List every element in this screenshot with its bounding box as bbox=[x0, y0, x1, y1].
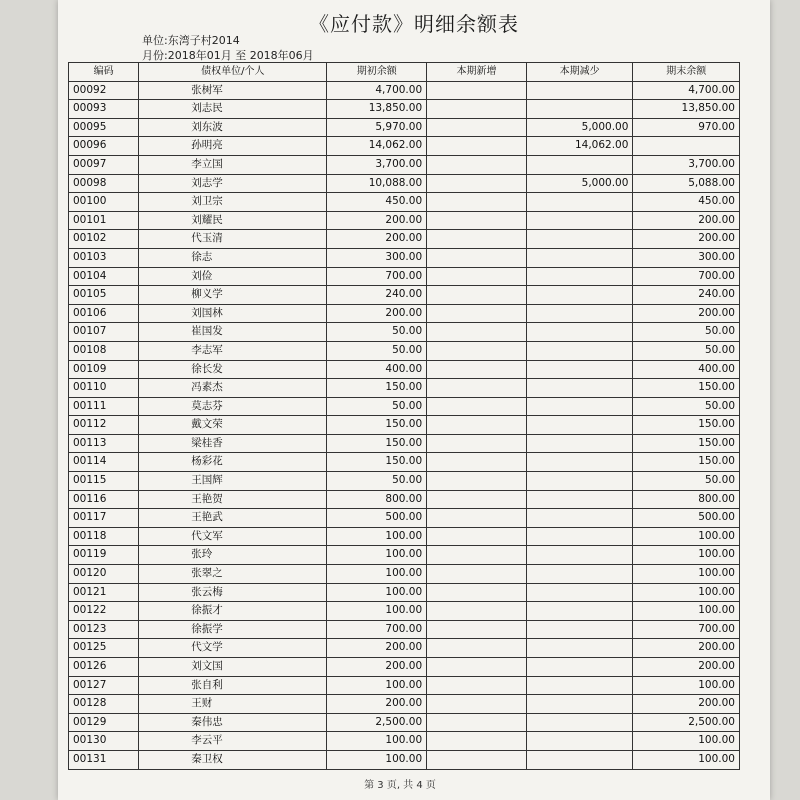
table-row bbox=[69, 453, 740, 472]
table-row bbox=[69, 397, 740, 416]
unit-label: 单位:东湾子村2014 bbox=[142, 34, 240, 47]
increase-cell bbox=[427, 267, 527, 286]
code-cell: 00111 bbox=[69, 397, 139, 416]
opening-balance-cell: 50.00 bbox=[327, 323, 427, 342]
creditor-cell: 梁桂香 bbox=[139, 434, 327, 453]
code-cell: 00119 bbox=[69, 546, 139, 565]
increase-cell bbox=[427, 174, 527, 193]
creditor-cell: 李立国 bbox=[139, 155, 327, 174]
creditor-cell: 刘东波 bbox=[139, 118, 327, 137]
opening-balance-cell: 3,700.00 bbox=[327, 155, 427, 174]
table-row bbox=[69, 118, 740, 137]
table-row bbox=[69, 639, 740, 658]
header-code: 编码 bbox=[69, 63, 139, 82]
creditor-cell: 徐志 bbox=[139, 248, 327, 267]
table-row bbox=[69, 379, 740, 398]
table-row bbox=[69, 565, 740, 584]
table-row bbox=[69, 713, 740, 732]
creditor-cell: 孙明亮 bbox=[139, 137, 327, 156]
code-cell: 00096 bbox=[69, 137, 139, 156]
closing-balance-cell: 200.00 bbox=[633, 304, 740, 323]
code-cell: 00129 bbox=[69, 713, 139, 732]
creditor-cell: 王财 bbox=[139, 695, 327, 714]
increase-cell bbox=[427, 286, 527, 305]
closing-balance-cell: 100.00 bbox=[633, 565, 740, 584]
decrease-cell bbox=[526, 379, 633, 398]
closing-balance-cell: 50.00 bbox=[633, 472, 740, 491]
table-row bbox=[69, 602, 740, 621]
creditor-cell: 刘卫宗 bbox=[139, 193, 327, 212]
closing-balance-cell: 970.00 bbox=[633, 118, 740, 137]
table-row bbox=[69, 304, 740, 323]
decrease-cell bbox=[526, 360, 633, 379]
closing-balance-cell: 200.00 bbox=[633, 658, 740, 677]
decrease-cell bbox=[526, 472, 633, 491]
increase-cell bbox=[427, 211, 527, 230]
increase-cell bbox=[427, 100, 527, 119]
decrease-cell bbox=[526, 658, 633, 677]
opening-balance-cell: 14,062.00 bbox=[327, 137, 427, 156]
creditor-cell: 徐振才 bbox=[139, 602, 327, 621]
increase-cell bbox=[427, 155, 527, 174]
creditor-cell: 秦伟忠 bbox=[139, 713, 327, 732]
table-row bbox=[69, 620, 740, 639]
increase-cell bbox=[427, 416, 527, 435]
code-cell: 00112 bbox=[69, 416, 139, 435]
closing-balance-cell: 700.00 bbox=[633, 267, 740, 286]
closing-balance-cell: 240.00 bbox=[633, 286, 740, 305]
creditor-cell: 刘国林 bbox=[139, 304, 327, 323]
closing-balance-cell: 3,700.00 bbox=[633, 155, 740, 174]
page-footer: 第 3 页, 共 4 页 bbox=[364, 780, 436, 791]
opening-balance-cell: 150.00 bbox=[327, 434, 427, 453]
page-title: 《应付款》明细余额表 bbox=[309, 12, 519, 36]
header-period-increase: 本期新增 bbox=[427, 63, 527, 82]
opening-balance-cell: 400.00 bbox=[327, 360, 427, 379]
opening-balance-cell: 150.00 bbox=[327, 416, 427, 435]
creditor-cell: 刘俭 bbox=[139, 267, 327, 286]
increase-cell bbox=[427, 509, 527, 528]
opening-balance-cell: 4,700.00 bbox=[327, 81, 427, 100]
creditor-cell: 代玉清 bbox=[139, 230, 327, 249]
closing-balance-cell: 5,088.00 bbox=[633, 174, 740, 193]
opening-balance-cell: 5,970.00 bbox=[327, 118, 427, 137]
increase-cell bbox=[427, 546, 527, 565]
code-cell: 00104 bbox=[69, 267, 139, 286]
closing-balance-cell: 50.00 bbox=[633, 323, 740, 342]
table-row bbox=[69, 137, 740, 156]
creditor-cell: 王艳武 bbox=[139, 509, 327, 528]
creditor-cell: 刘耀民 bbox=[139, 211, 327, 230]
table-row bbox=[69, 695, 740, 714]
code-cell: 00110 bbox=[69, 379, 139, 398]
code-cell: 00107 bbox=[69, 323, 139, 342]
code-cell: 00097 bbox=[69, 155, 139, 174]
table-row bbox=[69, 267, 740, 286]
increase-cell bbox=[427, 676, 527, 695]
decrease-cell bbox=[526, 546, 633, 565]
increase-cell bbox=[427, 490, 527, 509]
increase-cell bbox=[427, 81, 527, 100]
opening-balance-cell: 100.00 bbox=[327, 732, 427, 751]
decrease-cell bbox=[526, 248, 633, 267]
code-cell: 00123 bbox=[69, 620, 139, 639]
closing-balance-cell: 100.00 bbox=[633, 546, 740, 565]
closing-balance-cell: 200.00 bbox=[633, 695, 740, 714]
table-row bbox=[69, 155, 740, 174]
creditor-cell: 刘文国 bbox=[139, 658, 327, 677]
decrease-cell bbox=[526, 676, 633, 695]
code-cell: 00098 bbox=[69, 174, 139, 193]
decrease-cell bbox=[526, 713, 633, 732]
creditor-cell: 张树军 bbox=[139, 81, 327, 100]
increase-cell bbox=[427, 732, 527, 751]
table-row bbox=[69, 732, 740, 751]
code-cell: 00113 bbox=[69, 434, 139, 453]
table-row bbox=[69, 509, 740, 528]
table-row bbox=[69, 174, 740, 193]
closing-balance-cell: 150.00 bbox=[633, 379, 740, 398]
table-row bbox=[69, 583, 740, 602]
table-row bbox=[69, 676, 740, 695]
header-creditor: 债权单位/个人 bbox=[139, 63, 327, 82]
opening-balance-cell: 50.00 bbox=[327, 397, 427, 416]
decrease-cell bbox=[526, 211, 633, 230]
closing-balance-cell: 100.00 bbox=[633, 676, 740, 695]
opening-balance-cell: 240.00 bbox=[327, 286, 427, 305]
code-cell: 00116 bbox=[69, 490, 139, 509]
closing-balance-cell: 150.00 bbox=[633, 453, 740, 472]
code-cell: 00095 bbox=[69, 118, 139, 137]
decrease-cell: 5,000.00 bbox=[526, 174, 633, 193]
table-row bbox=[69, 750, 740, 769]
decrease-cell bbox=[526, 602, 633, 621]
creditor-cell: 王国辉 bbox=[139, 472, 327, 491]
closing-balance-cell: 50.00 bbox=[633, 341, 740, 360]
opening-balance-cell: 200.00 bbox=[327, 211, 427, 230]
decrease-cell: 14,062.00 bbox=[526, 137, 633, 156]
creditor-cell: 代文军 bbox=[139, 527, 327, 546]
decrease-cell bbox=[526, 490, 633, 509]
closing-balance-cell: 700.00 bbox=[633, 620, 740, 639]
decrease-cell: 5,000.00 bbox=[526, 118, 633, 137]
opening-balance-cell: 700.00 bbox=[327, 267, 427, 286]
opening-balance-cell: 2,500.00 bbox=[327, 713, 427, 732]
increase-cell bbox=[427, 639, 527, 658]
opening-balance-cell: 100.00 bbox=[327, 676, 427, 695]
code-cell: 00121 bbox=[69, 583, 139, 602]
table-row bbox=[69, 248, 740, 267]
opening-balance-cell: 200.00 bbox=[327, 304, 427, 323]
table-row bbox=[69, 211, 740, 230]
decrease-cell bbox=[526, 453, 633, 472]
increase-cell bbox=[427, 193, 527, 212]
closing-balance-cell: 100.00 bbox=[633, 583, 740, 602]
code-cell: 00100 bbox=[69, 193, 139, 212]
code-cell: 00126 bbox=[69, 658, 139, 677]
closing-balance-cell: 100.00 bbox=[633, 750, 740, 769]
code-cell: 00125 bbox=[69, 639, 139, 658]
increase-cell bbox=[427, 658, 527, 677]
opening-balance-cell: 450.00 bbox=[327, 193, 427, 212]
increase-cell bbox=[427, 620, 527, 639]
table-row bbox=[69, 527, 740, 546]
table-header-row bbox=[69, 63, 740, 82]
increase-cell bbox=[427, 750, 527, 769]
decrease-cell bbox=[526, 323, 633, 342]
increase-cell bbox=[427, 323, 527, 342]
header-opening-balance: 期初余额 bbox=[327, 63, 427, 82]
table-row bbox=[69, 658, 740, 677]
opening-balance-cell: 200.00 bbox=[327, 639, 427, 658]
decrease-cell bbox=[526, 341, 633, 360]
creditor-cell: 秦卫权 bbox=[139, 750, 327, 769]
balance-table bbox=[68, 62, 740, 770]
opening-balance-cell: 100.00 bbox=[327, 750, 427, 769]
table-row bbox=[69, 100, 740, 119]
header-closing-balance: 期末余额 bbox=[633, 63, 740, 82]
code-cell: 00109 bbox=[69, 360, 139, 379]
decrease-cell bbox=[526, 193, 633, 212]
increase-cell bbox=[427, 248, 527, 267]
creditor-cell: 莫志芬 bbox=[139, 397, 327, 416]
decrease-cell bbox=[526, 416, 633, 435]
creditor-cell: 张自利 bbox=[139, 676, 327, 695]
code-cell: 00106 bbox=[69, 304, 139, 323]
decrease-cell bbox=[526, 620, 633, 639]
opening-balance-cell: 100.00 bbox=[327, 583, 427, 602]
closing-balance-cell: 150.00 bbox=[633, 416, 740, 435]
increase-cell bbox=[427, 434, 527, 453]
creditor-cell: 冯素杰 bbox=[139, 379, 327, 398]
opening-balance-cell: 150.00 bbox=[327, 379, 427, 398]
creditor-cell: 崔国发 bbox=[139, 323, 327, 342]
code-cell: 00115 bbox=[69, 472, 139, 491]
increase-cell bbox=[427, 118, 527, 137]
code-cell: 00108 bbox=[69, 341, 139, 360]
decrease-cell bbox=[526, 639, 633, 658]
closing-balance-cell: 4,700.00 bbox=[633, 81, 740, 100]
code-cell: 00127 bbox=[69, 676, 139, 695]
increase-cell bbox=[427, 472, 527, 491]
decrease-cell bbox=[526, 100, 633, 119]
table-row bbox=[69, 341, 740, 360]
decrease-cell bbox=[526, 565, 633, 584]
table-row bbox=[69, 286, 740, 305]
creditor-cell: 柳义学 bbox=[139, 286, 327, 305]
closing-balance-cell: 100.00 bbox=[633, 602, 740, 621]
decrease-cell bbox=[526, 81, 633, 100]
increase-cell bbox=[427, 565, 527, 584]
creditor-cell: 徐振学 bbox=[139, 620, 327, 639]
creditor-cell: 张翠之 bbox=[139, 565, 327, 584]
closing-balance-cell: 200.00 bbox=[633, 211, 740, 230]
opening-balance-cell: 13,850.00 bbox=[327, 100, 427, 119]
table-row bbox=[69, 434, 740, 453]
decrease-cell bbox=[526, 527, 633, 546]
code-cell: 00102 bbox=[69, 230, 139, 249]
opening-balance-cell: 150.00 bbox=[327, 453, 427, 472]
opening-balance-cell: 10,088.00 bbox=[327, 174, 427, 193]
closing-balance-cell: 100.00 bbox=[633, 527, 740, 546]
decrease-cell bbox=[526, 750, 633, 769]
period-label: 月份:2018年01月 至 2018年06月 bbox=[142, 49, 314, 62]
closing-balance-cell: 2,500.00 bbox=[633, 713, 740, 732]
opening-balance-cell: 100.00 bbox=[327, 546, 427, 565]
table-row bbox=[69, 323, 740, 342]
table-row bbox=[69, 193, 740, 212]
increase-cell bbox=[427, 341, 527, 360]
code-cell: 00118 bbox=[69, 527, 139, 546]
decrease-cell bbox=[526, 434, 633, 453]
creditor-cell: 王艳贺 bbox=[139, 490, 327, 509]
header-period-decrease: 本期减少 bbox=[526, 63, 633, 82]
creditor-cell: 代文学 bbox=[139, 639, 327, 658]
code-cell: 00122 bbox=[69, 602, 139, 621]
table-row bbox=[69, 472, 740, 491]
code-cell: 00117 bbox=[69, 509, 139, 528]
decrease-cell bbox=[526, 286, 633, 305]
opening-balance-cell: 200.00 bbox=[327, 658, 427, 677]
code-cell: 00128 bbox=[69, 695, 139, 714]
opening-balance-cell: 50.00 bbox=[327, 341, 427, 360]
code-cell: 00092 bbox=[69, 81, 139, 100]
creditor-cell: 李志军 bbox=[139, 341, 327, 360]
code-cell: 00101 bbox=[69, 211, 139, 230]
creditor-cell: 戴文荣 bbox=[139, 416, 327, 435]
table-row bbox=[69, 416, 740, 435]
opening-balance-cell: 50.00 bbox=[327, 472, 427, 491]
increase-cell bbox=[427, 695, 527, 714]
closing-balance-cell bbox=[633, 137, 740, 156]
closing-balance-cell: 450.00 bbox=[633, 193, 740, 212]
decrease-cell bbox=[526, 397, 633, 416]
table-row bbox=[69, 81, 740, 100]
code-cell: 00114 bbox=[69, 453, 139, 472]
code-cell: 00105 bbox=[69, 286, 139, 305]
opening-balance-cell: 100.00 bbox=[327, 565, 427, 584]
increase-cell bbox=[427, 304, 527, 323]
increase-cell bbox=[427, 602, 527, 621]
increase-cell bbox=[427, 713, 527, 732]
table-row bbox=[69, 490, 740, 509]
increase-cell bbox=[427, 453, 527, 472]
increase-cell bbox=[427, 137, 527, 156]
closing-balance-cell: 400.00 bbox=[633, 360, 740, 379]
decrease-cell bbox=[526, 304, 633, 323]
decrease-cell bbox=[526, 695, 633, 714]
decrease-cell bbox=[526, 230, 633, 249]
decrease-cell bbox=[526, 267, 633, 286]
closing-balance-cell: 200.00 bbox=[633, 639, 740, 658]
closing-balance-cell: 150.00 bbox=[633, 434, 740, 453]
opening-balance-cell: 700.00 bbox=[327, 620, 427, 639]
code-cell: 00103 bbox=[69, 248, 139, 267]
creditor-cell: 张玲 bbox=[139, 546, 327, 565]
increase-cell bbox=[427, 583, 527, 602]
opening-balance-cell: 200.00 bbox=[327, 695, 427, 714]
creditor-cell: 张云梅 bbox=[139, 583, 327, 602]
opening-balance-cell: 200.00 bbox=[327, 230, 427, 249]
increase-cell bbox=[427, 379, 527, 398]
increase-cell bbox=[427, 360, 527, 379]
creditor-cell: 徐长发 bbox=[139, 360, 327, 379]
opening-balance-cell: 300.00 bbox=[327, 248, 427, 267]
increase-cell bbox=[427, 230, 527, 249]
creditor-cell: 刘志学 bbox=[139, 174, 327, 193]
table-row bbox=[69, 360, 740, 379]
creditor-cell: 杨彩花 bbox=[139, 453, 327, 472]
code-cell: 00130 bbox=[69, 732, 139, 751]
closing-balance-cell: 200.00 bbox=[633, 230, 740, 249]
increase-cell bbox=[427, 527, 527, 546]
code-cell: 00093 bbox=[69, 100, 139, 119]
decrease-cell bbox=[526, 732, 633, 751]
closing-balance-cell: 50.00 bbox=[633, 397, 740, 416]
creditor-cell: 刘志民 bbox=[139, 100, 327, 119]
table-row bbox=[69, 546, 740, 565]
increase-cell bbox=[427, 397, 527, 416]
closing-balance-cell: 800.00 bbox=[633, 490, 740, 509]
closing-balance-cell: 100.00 bbox=[633, 732, 740, 751]
decrease-cell bbox=[526, 583, 633, 602]
decrease-cell bbox=[526, 509, 633, 528]
opening-balance-cell: 800.00 bbox=[327, 490, 427, 509]
creditor-cell: 李云平 bbox=[139, 732, 327, 751]
decrease-cell bbox=[526, 155, 633, 174]
code-cell: 00131 bbox=[69, 750, 139, 769]
code-cell: 00120 bbox=[69, 565, 139, 584]
closing-balance-cell: 300.00 bbox=[633, 248, 740, 267]
opening-balance-cell: 500.00 bbox=[327, 509, 427, 528]
table-row bbox=[69, 230, 740, 249]
closing-balance-cell: 13,850.00 bbox=[633, 100, 740, 119]
opening-balance-cell: 100.00 bbox=[327, 602, 427, 621]
closing-balance-cell: 500.00 bbox=[633, 509, 740, 528]
opening-balance-cell: 100.00 bbox=[327, 527, 427, 546]
